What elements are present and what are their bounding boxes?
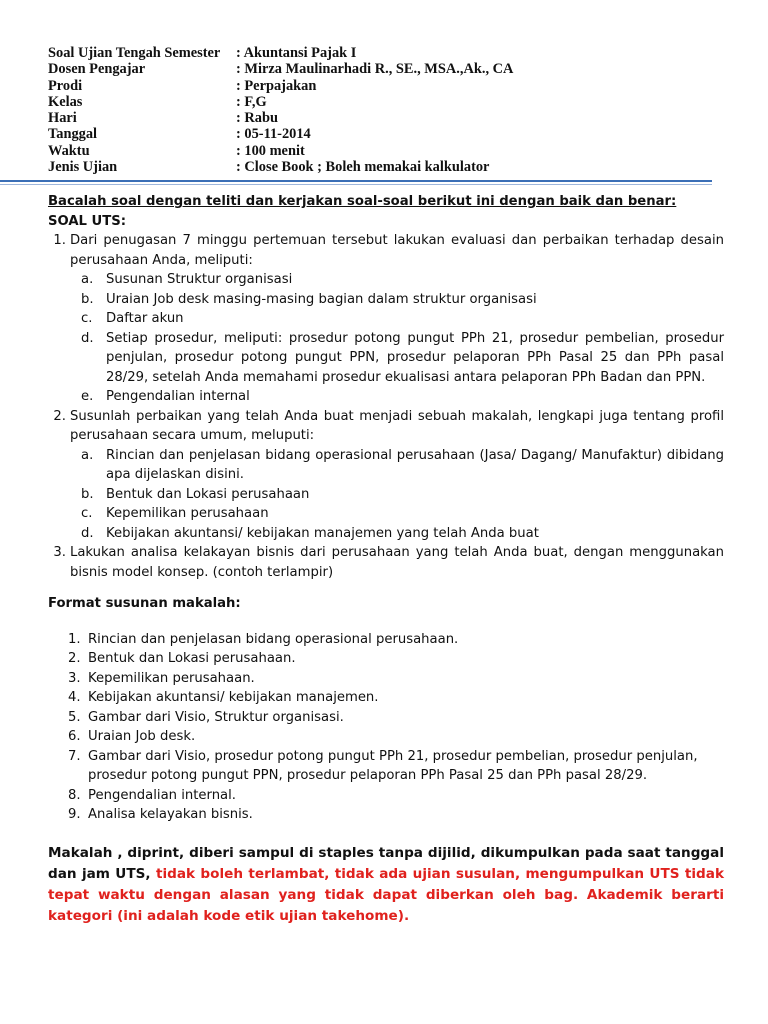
question-number: 3. — [53, 545, 66, 560]
question-text: Lakukan analisa kelakayan bisnis dari perusahaan yang telah Anda buat, dengan menggunakan bisnis model konsep. (contoh terlampir) — [70, 545, 724, 580]
sub-text: Uraian Job desk masing-masing bagian dalam struktur organisasi — [106, 291, 537, 307]
sub-letter: a. — [81, 447, 94, 463]
header-row-date — [48, 126, 513, 142]
sub-item — [48, 504, 724, 524]
question-text: Susunlah perbaikan yang telah Anda buat menjadi sebuah makalah, lengkapi juga tentang profil perusahaan secara umum, meluputi: — [70, 408, 724, 443]
exam-header — [48, 45, 513, 175]
format-text: Pengendalian internal. — [88, 787, 236, 803]
format-number: 3. — [68, 670, 81, 686]
header-row-time — [48, 143, 513, 159]
sub-item — [48, 524, 724, 544]
header-key: Hari — [48, 110, 77, 127]
sub-item — [48, 329, 724, 388]
format-item — [48, 669, 724, 689]
sub-text: Rincian dan penjelasan bidang operasional perusahaan (Jasa/ Dagang/ Manufaktur) dibidang apa dijelaskan disini. — [106, 447, 724, 482]
sub-letter: b. — [81, 291, 94, 307]
header-row-day — [48, 110, 513, 126]
sub-item — [48, 446, 724, 485]
header-key: Prodi — [48, 77, 83, 94]
sub-letter: a. — [81, 272, 94, 287]
sub-text: Susunan Struktur organisasi — [106, 272, 293, 287]
header-row-course — [48, 45, 513, 61]
format-title: Format susunan makalah: — [48, 596, 241, 611]
header-value: : Close Book ; Boleh memakai kalkulator — [236, 159, 490, 176]
format-item — [48, 688, 724, 708]
format-list — [48, 630, 724, 825]
header-value: : F,G — [236, 93, 267, 110]
header-value: : Mirza Maulinarhadi R., SE., MSA.,Ak., CA — [236, 61, 514, 78]
header-value: : 05-11-2014 — [236, 126, 311, 143]
header-value: : 100 menit — [236, 142, 305, 159]
sub-item — [48, 387, 724, 407]
header-key: Kelas — [48, 93, 83, 110]
header-row-program — [48, 78, 513, 94]
format-number: 5. — [68, 709, 81, 725]
header-value: : Rabu — [236, 110, 278, 127]
question-3 — [48, 543, 724, 582]
closing-text: Makalah , diprint, diberi sampul di staples tanpa dijilid, dikumpulkan pada saat tanggal dan jam UTS, — [48, 844, 724, 882]
sub-letter: d. — [81, 330, 94, 346]
format-item — [48, 649, 724, 669]
header-value: : Perpajakan — [236, 77, 317, 94]
question-text: Dari penugasan 7 minggu pertemuan tersebut lakukan evaluasi dan perbaikan terhadap desain perusahaan Anda, meliputi: — [70, 233, 724, 268]
format-number: 8. — [68, 787, 81, 803]
closing-warning: tidak boleh terlambat, tidak ada ujian susulan, mengumpulkan UTS tidak tepat waktu dengan alasan yang tidak dapat diberkan oleh bag. Akademik berarti kategori (ini adalah kode etik ujian takehome). — [48, 865, 725, 924]
header-key: Tanggal — [48, 126, 98, 143]
format-number: 6. — [68, 729, 81, 744]
sub-item — [48, 485, 724, 505]
format-item — [48, 727, 724, 747]
format-number: 7. — [68, 748, 81, 764]
question-1 — [48, 231, 724, 270]
format-text: Kepemilikan perusahaan. — [88, 670, 255, 686]
format-number: 1. — [68, 631, 81, 647]
format-item — [48, 747, 724, 786]
format-text: Analisa kelayakan bisnis. — [88, 807, 253, 822]
sub-item — [48, 309, 724, 329]
format-number: 4. — [68, 690, 81, 705]
sub-letter: c. — [81, 506, 93, 521]
header-divider-shadow — [0, 184, 712, 185]
format-text: Bentuk dan Lokasi perusahaan. — [88, 651, 296, 666]
sub-letter: e. — [81, 389, 94, 404]
sub-letter: b. — [81, 486, 94, 502]
format-text: Gambar dari Visio, prosedur potong pungut PPh 21, prosedur pembelian, prosedur penjulan, prosedur potong pungut PPN, prosedur pelaporan PPh Pasal 25 dan PPh pasal 28/29. — [88, 748, 698, 783]
header-divider — [0, 180, 712, 182]
format-text: Kebijakan akuntansi/ kebijakan manajemen. — [88, 690, 379, 705]
header-row-lecturer — [48, 61, 513, 77]
instruction-lead: Bacalah soal dengan teliti dan kerjakan soal-soal berikut ini dengan baik dan benar: — [48, 194, 677, 209]
question-number: 1. — [53, 233, 66, 248]
header-key: Soal Ujian Tengah Semester — [48, 45, 221, 61]
sub-text: Bentuk dan Lokasi perusahaan — [106, 486, 310, 502]
format-item — [48, 708, 724, 728]
sub-letter: c. — [81, 311, 93, 326]
format-text: Gambar dari Visio, Struktur organisasi. — [88, 709, 344, 725]
header-row-exam-type — [48, 159, 513, 175]
header-key: Waktu — [48, 142, 90, 159]
header-key: Dosen Pengajar — [48, 61, 146, 78]
format-number: 9. — [68, 807, 81, 822]
format-text: Rincian dan penjelasan bidang operasional perusahaan. — [88, 631, 459, 647]
format-item — [48, 805, 724, 825]
format-item — [48, 786, 724, 806]
question-number: 2. — [53, 408, 66, 424]
sub-text: Daftar akun — [106, 311, 184, 326]
format-text: Uraian Job desk. — [88, 729, 196, 744]
sub-text: Kepemilikan perusahaan — [106, 506, 269, 521]
header-key: Jenis Ujian — [48, 159, 118, 176]
sub-text: Setiap prosedur, meliputi: prosedur potong pungut PPh 21, prosedur pembelian, prosedur penjulan, prosedur potong pungut PPN, prosedur pelaporan PPh Pasal 25 dan PPh pasal 28/29, setelah Anda memahami prosedur ekualisasi antara pelaporan PPh Badan dan PPN. — [106, 330, 724, 385]
format-item — [48, 630, 724, 650]
closing-note — [48, 843, 724, 927]
soal-label: SOAL UTS: — [48, 213, 127, 229]
exam-body — [48, 192, 724, 940]
header-row-class — [48, 94, 513, 110]
sub-text: Kebijakan akuntansi/ kebijakan manajemen yang telah Anda buat — [106, 525, 539, 541]
sub-letter: d. — [81, 525, 94, 541]
sub-item — [48, 270, 724, 290]
sub-item — [48, 290, 724, 310]
format-number: 2. — [68, 651, 81, 666]
header-value: : Akuntansi Pajak I — [236, 45, 357, 61]
sub-text: Pengendalian internal — [106, 389, 250, 404]
question-2 — [48, 407, 724, 446]
